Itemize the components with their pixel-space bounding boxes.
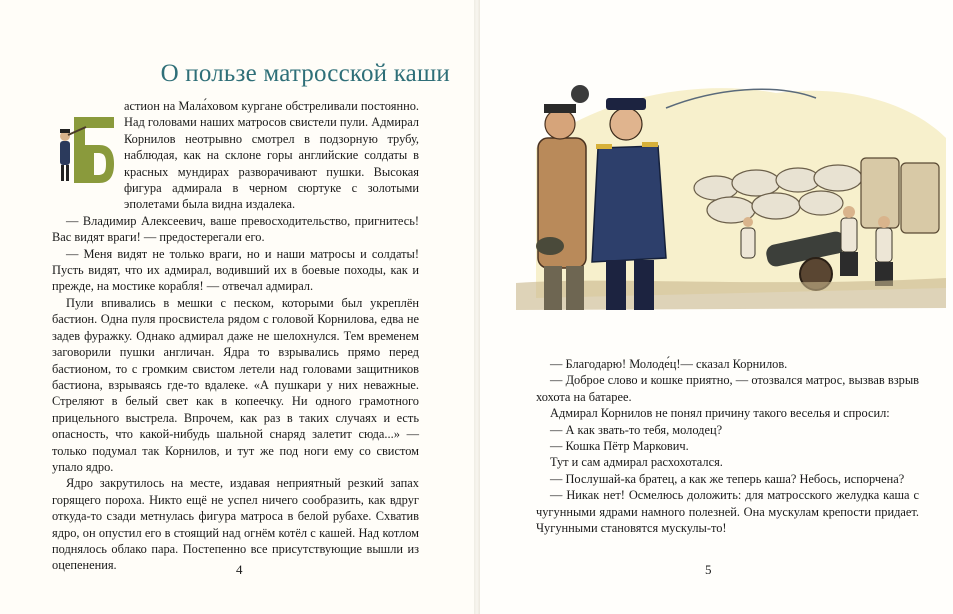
paragraph: — Владимир Алексеевич, ваше превосходительство, пригнитесь! Вас видят враги! — предостерегали его. <box>52 213 419 245</box>
paragraph: Ядро закрутилось на месте, издавая неприятный резкий запах горящего пороха. Никто ещё не успел ничего сообразить, как вдруг откуда-то сзади метнулась фигура матроса в белой рубахе. Схватив ядро, он опустил его в стоящий над огнём котёл с кашей. Над котлом поднялось облако пара. Постепенно все присутствующие вышли из оцепенения. <box>52 476 419 573</box>
paragraph: Пули впивались в мешки с песком, которыми был укреплён бастион. Одна пуля просвистела рядом с головой Корнилова, едва не задев фуражку. Однако адмирал даже не шелохнулся. Тем временем заговорили пушки англичан. Ядра то взрывались прямо перед бастионом, то с громким свистом летели над головами защитников бастиона, взрываясь где-то вдалеке. «А пушкари у них неважные. Стреляют в белый свет как в копеечку. Ни одного грамотного прицельного выстрела. Впрочем, как раз в таких случаях и есть опасность, что какой-нибудь шальной снаряд залетит сюда...» — только подумал так Корнилов, и тут же под ноги ему со свистом упало ядро. <box>52 295 419 474</box>
paragraph: — Послушай-ка братец, а как же теперь каша? Небось, испорчена? <box>550 471 905 486</box>
paragraph: — А как звать-то тебя, молодец? <box>550 422 723 437</box>
paragraph: — Кошка Пётр Маркович. <box>550 439 689 454</box>
paragraph: астион на Мала́ховом кургане обстреливали постоянно. Над головами наших матросов свистели пули. Адмирал Корнилов неотрывно смотрел в подзорную трубу, наблюдая, как на склоне горы английские солдаты в красных мундирах разворачивают пушки. Высокая фигура адмирала в черном сюртуке с золотыми эполетами была видна издалека. <box>124 99 419 212</box>
left-page-body <box>52 98 419 574</box>
paragraph: — Никак нет! Осмелюсь доложить: для матросского желудка каша с чугунными ядрами намного полезней. Она мускулам крепости придает. Чугунными становятся мускулы-то! <box>536 488 919 536</box>
paragraph: — Доброе слово и кошке приятно, — отозвался матрос, вызвав взрыв хохота на батарее. <box>536 373 919 404</box>
paragraph: — Меня видят не только враги, но и наши матросы и солдаты! Пусть видят, что их адмирал, водивший их в боевые походы, как и прежде, на мостике корабля! — отвечал адмирал. <box>52 246 419 294</box>
paragraph: — Благодарю! Молоде́ц!— сказал Корнилов. <box>550 357 788 371</box>
paragraph: Адмирал Корнилов не понял причину такого веселья и спросил: <box>550 406 890 421</box>
book-gutter <box>474 0 480 614</box>
paragraph: Тут и сам адмирал расхохотался. <box>550 455 723 470</box>
battery-scene-illustration <box>516 38 948 338</box>
chapter-title: О пользе матросской каши <box>160 60 450 87</box>
page-number-right: 5 <box>705 562 712 577</box>
right-page-body <box>536 356 919 536</box>
page-number-left: 4 <box>236 562 243 577</box>
